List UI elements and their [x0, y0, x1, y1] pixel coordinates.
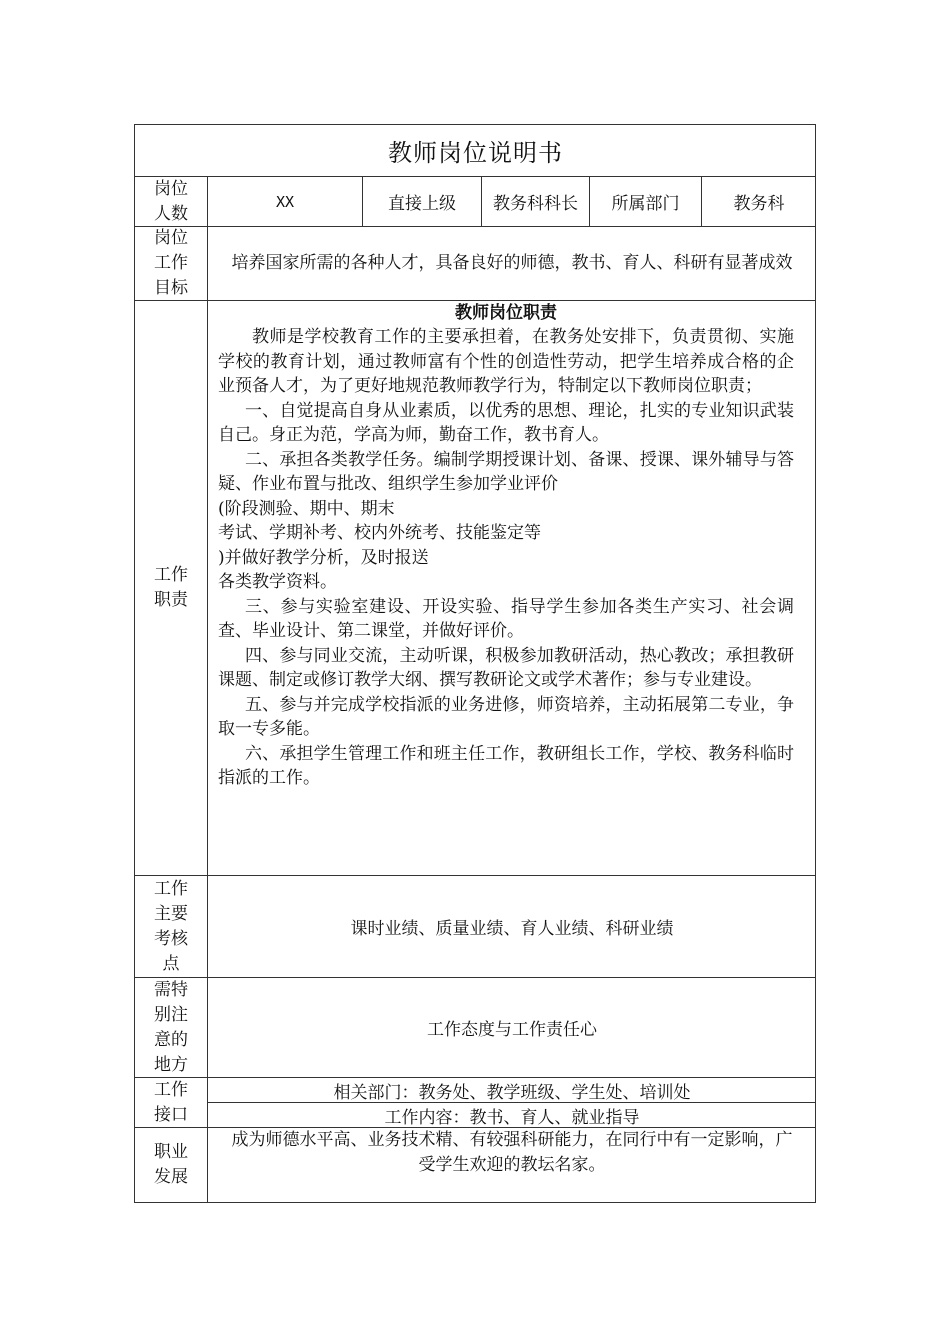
duty-item-2-line: )并做好教学分析，及时报送: [218, 547, 429, 568]
interface-label: 工作接口: [135, 1078, 208, 1128]
duty-item-3: 三、参与实验室建设、开设实验、指导学生参加各类生产实习、社会调查、毕业设计、第二课堂，并做好评价。: [218, 596, 794, 641]
interface-related: 相关部门：教务处、教学班级、学生处、培训处: [208, 1078, 816, 1103]
duty-item-6: 六、承担学生管理工作和班主任工作，教研组长工作，学校、教务科临时指派的工作。: [218, 743, 794, 788]
duty-item-1: 一、自觉提高自身从业素质，以优秀的思想、理论，扎实的专业知识武装自己。身正为范，学高为师，勤奋工作，教书育人。: [218, 400, 794, 445]
department-label: 所属部门: [590, 177, 702, 227]
job-description-table: [134, 124, 816, 1203]
duty-item-2-line: 考试、学期补考、校内外统考、技能鉴定等: [218, 523, 541, 543]
attention-text: 工作态度与工作责任心: [208, 978, 816, 1078]
assessment-text: 课时业绩、质量业绩、育人业绩、科研业绩: [208, 876, 816, 978]
duty-item-2: 二、承担各类教学任务。编制学期授课计划、备课、授课、课外辅导与答疑、作业布置与批改、组织学生参加学业评价: [218, 449, 794, 494]
career-label: 职业发展: [135, 1128, 208, 1202]
count-value: XX: [208, 177, 363, 227]
career-text: 成为师德水平高、业务技术精、有较强科研能力，在同行中有一定影响，广受学生欢迎的教坛名家。: [231, 1130, 793, 1175]
duties-heading: 教师岗位职责: [455, 303, 557, 323]
duties-intro: 教师是学校教育工作的主要承担着，在教务处安排下，负责贯彻、实施学校的教育计划，通过教师富有个性的创造性劳动，把学生培养成合格的企业预备人才，为了更好地规范教师教学行为，特制定以下教师岗位职责；: [218, 327, 794, 396]
page-title: 教师岗位说明书: [135, 125, 816, 177]
duties-content: [208, 301, 816, 876]
duty-item-5: 五、参与并完成学校指派的业务进修，师资培养，主动拓展第二专业，争取一专多能。: [218, 694, 794, 739]
attention-label: 需特别注意的地方: [135, 978, 208, 1078]
duty-item-2-line: (阶段测验、期中、期末: [218, 498, 395, 519]
count-label: 岗位人数: [135, 177, 208, 227]
goal-text: 培养国家所需的各种人才，具备良好的师德，教书、育人、科研有显著成效: [208, 227, 816, 301]
supervisor-value: 教务科科长: [482, 177, 590, 227]
assessment-label: 工作主要考核点: [135, 876, 208, 978]
interface-content: 工作内容：教书、育人、就业指导: [208, 1103, 816, 1128]
department-value: 教务科: [702, 177, 816, 227]
duty-item-4: 四、参与同业交流，主动听课，积极参加教研活动，热心教改；承担教研课题、制定或修订教学大纲、撰写教研论文或学术著作；参与专业建设。: [218, 645, 794, 690]
duty-item-2-line: 各类教学资料。: [218, 572, 337, 592]
supervisor-label: 直接上级: [363, 177, 482, 227]
duties-label: 工作职责: [135, 301, 208, 876]
goal-label: 岗位工作目标: [135, 227, 208, 301]
